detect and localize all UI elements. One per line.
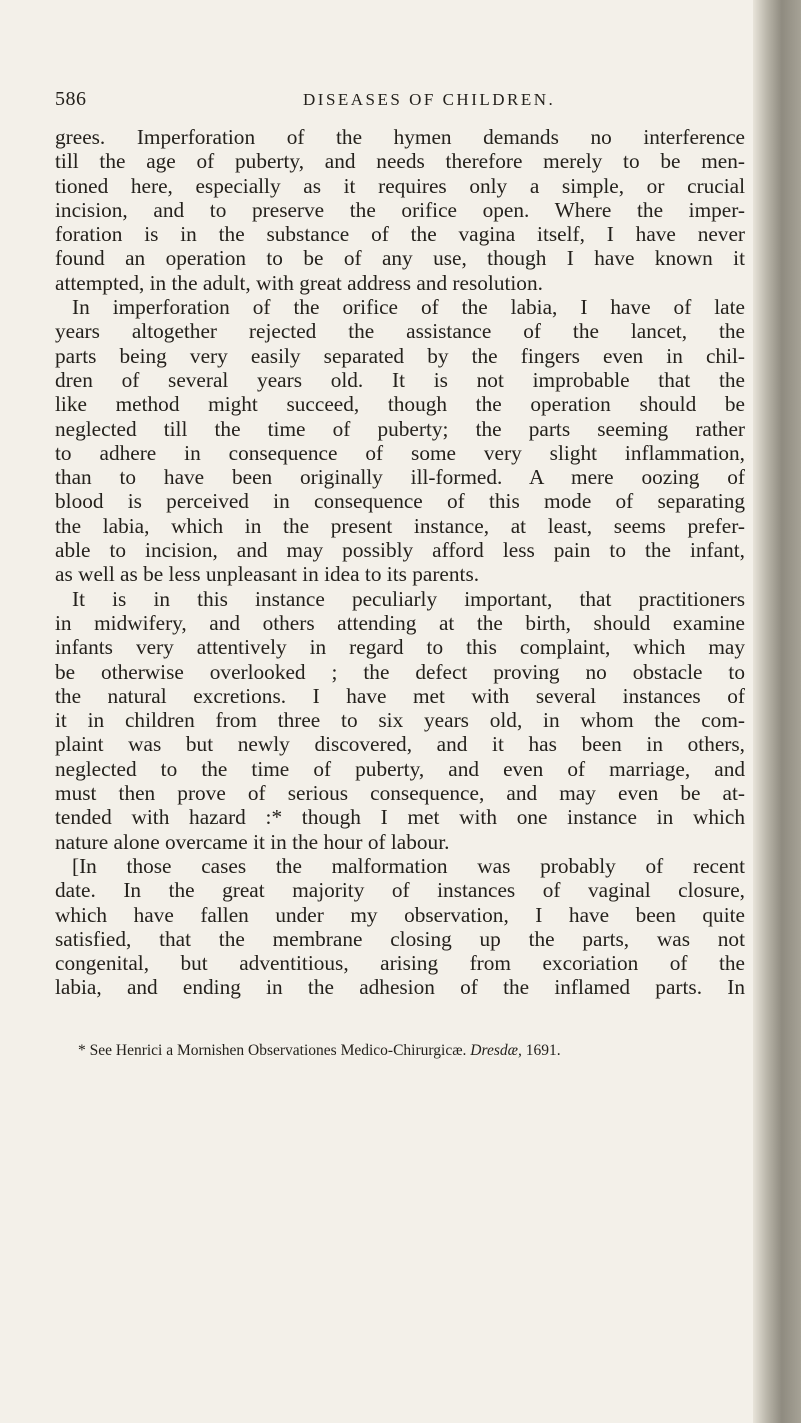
text-line: blood is perceived in consequence of this mode of separating [55, 489, 745, 514]
text-line: [In those cases the malformation was probably of recent [72, 853, 745, 878]
text-line: like method might succeed, though the operation should be [55, 392, 745, 417]
text-line: tended with hazard :* though I met with one instance in which [55, 805, 745, 830]
text-line: in midwifery, and others attending at the birth, should examine [55, 610, 745, 635]
text-line: be otherwise overlooked ; the defect proving no obstacle to [55, 659, 745, 684]
text-line: till the age of puberty, and needs therefore merely to be men- [55, 149, 745, 174]
text-line: neglected till the time of puberty; the parts seeming rather [55, 416, 745, 441]
text-line: congenital, but adventitious, arising from excoriation of the [55, 951, 745, 976]
text-line: found an operation to be of any use, though I have known it [55, 246, 745, 271]
footnote-place: Dresdæ, [470, 1042, 522, 1059]
text-line: the natural excretions. I have met with several instances of [55, 683, 745, 708]
footnote-text: See Henrici a Mornishen Observationes Medico-Chirurgicæ. [89, 1042, 467, 1059]
text-line: In imperforation of the orifice of the labia, I have of late [72, 295, 745, 320]
text-line: incision, and to preserve the orifice open. Where the imper- [55, 197, 745, 222]
text-line: it in children from three to six years old, in whom the com- [55, 708, 745, 733]
footnote [78, 1042, 738, 1060]
text-line: years altogether rejected the assistance of the lancet, the [55, 319, 745, 344]
text-line: satisfied, that the membrane closing up the parts, was not [55, 926, 745, 951]
text-line: tioned here, especially as it requires only a simple, or crucial [55, 173, 745, 198]
body-text [55, 125, 745, 1000]
text-line: grees. Imperforation of the hymen demands no interference [55, 125, 745, 149]
footnote-year: 1691. [525, 1042, 561, 1059]
text-line: dren of several years old. It is not improbable that the [55, 367, 745, 392]
text-line: It is in this instance peculiarly important, that practitioners [72, 586, 745, 611]
text-line: foration is in the substance of the vagina itself, I have never [55, 222, 745, 247]
text-line: which have fallen under my observation, I have been quite [55, 902, 745, 927]
text-line: date. In the great majority of instances of vaginal closure, [55, 878, 745, 903]
text-line: parts being very easily separated by the fingers even in chil- [55, 343, 745, 368]
running-title: DISEASES OF CHILDREN. [303, 90, 556, 109]
text-line: neglected to the time of puberty, and even of marriage, and [55, 756, 745, 781]
text-line: as well as be less unpleasant in idea to its parents. [55, 562, 480, 587]
text-line: plaint was but newly discovered, and it has been in others, [55, 732, 745, 757]
text-line: attempted, in the adult, with great address and resolution. [55, 270, 543, 295]
page-number: 586 [55, 88, 87, 110]
page-header [55, 88, 755, 118]
text-line: nature alone overcame it in the hour of labour. [55, 829, 450, 854]
text-line: able to incision, and may possibly afford less pain to the infant, [55, 538, 745, 563]
text-line: infants very attentively in regard to this complaint, which may [55, 635, 745, 660]
footnote-marker: * [78, 1042, 86, 1059]
text-line: labia, and ending in the adhesion of the inflamed parts. In [55, 975, 745, 1000]
text-line: must then prove of serious consequence, and may even be at- [55, 781, 745, 806]
page-edge-shadow [753, 0, 801, 1423]
text-line: than to have been originally ill-formed. A mere oozing of [55, 465, 745, 490]
text-line: to adhere in consequence of some very slight inflammation, [55, 440, 745, 465]
text-line: the labia, which in the present instance, at least, seems prefer- [55, 513, 745, 538]
